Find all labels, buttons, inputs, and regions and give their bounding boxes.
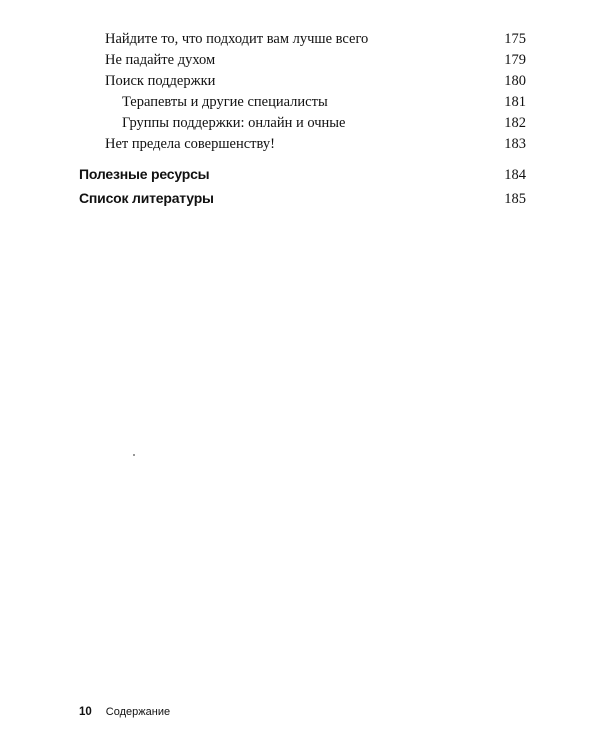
toc-entry-title: Группы поддержки: онлайн и очные: [122, 115, 346, 131]
toc-entry-page: 181: [504, 94, 526, 110]
toc-entry-page: 184: [504, 167, 526, 183]
toc-chapter-entry: [79, 189, 526, 208]
toc-entry-title: Терапевты и другие специалисты: [122, 94, 328, 110]
toc-entry: [105, 135, 526, 153]
toc-entry-page: 180: [504, 73, 526, 89]
toc-entry-page: 185: [504, 191, 526, 207]
toc-entry-page: 183: [504, 136, 526, 152]
toc-entry: [122, 114, 526, 132]
toc-entry-page: 175: [504, 31, 526, 47]
toc-entry: [105, 30, 526, 48]
toc-entry-title: Нет предела совершенству!: [105, 136, 275, 152]
toc-entry-page: 179: [504, 52, 526, 68]
toc-entry: [122, 93, 526, 111]
toc-entry-title: Поиск поддержки: [105, 73, 216, 89]
toc-entry-title: Не падайте духом: [105, 52, 216, 68]
toc-chapter-entry: [79, 165, 526, 184]
paper-speck: [133, 454, 135, 456]
toc-entry: [105, 72, 526, 90]
toc-entry-title: Полезные ресурсы: [79, 166, 210, 182]
toc-entry-title: Список литературы: [79, 190, 214, 206]
toc-entry: [105, 51, 526, 69]
page-number: 10: [79, 706, 92, 718]
page-footer: [79, 706, 170, 718]
running-section-title: Содержание: [105, 706, 171, 718]
toc-entry-page: 182: [504, 115, 526, 131]
toc-entry-title: Найдите то, что подходит вам лучше всего: [105, 31, 369, 47]
